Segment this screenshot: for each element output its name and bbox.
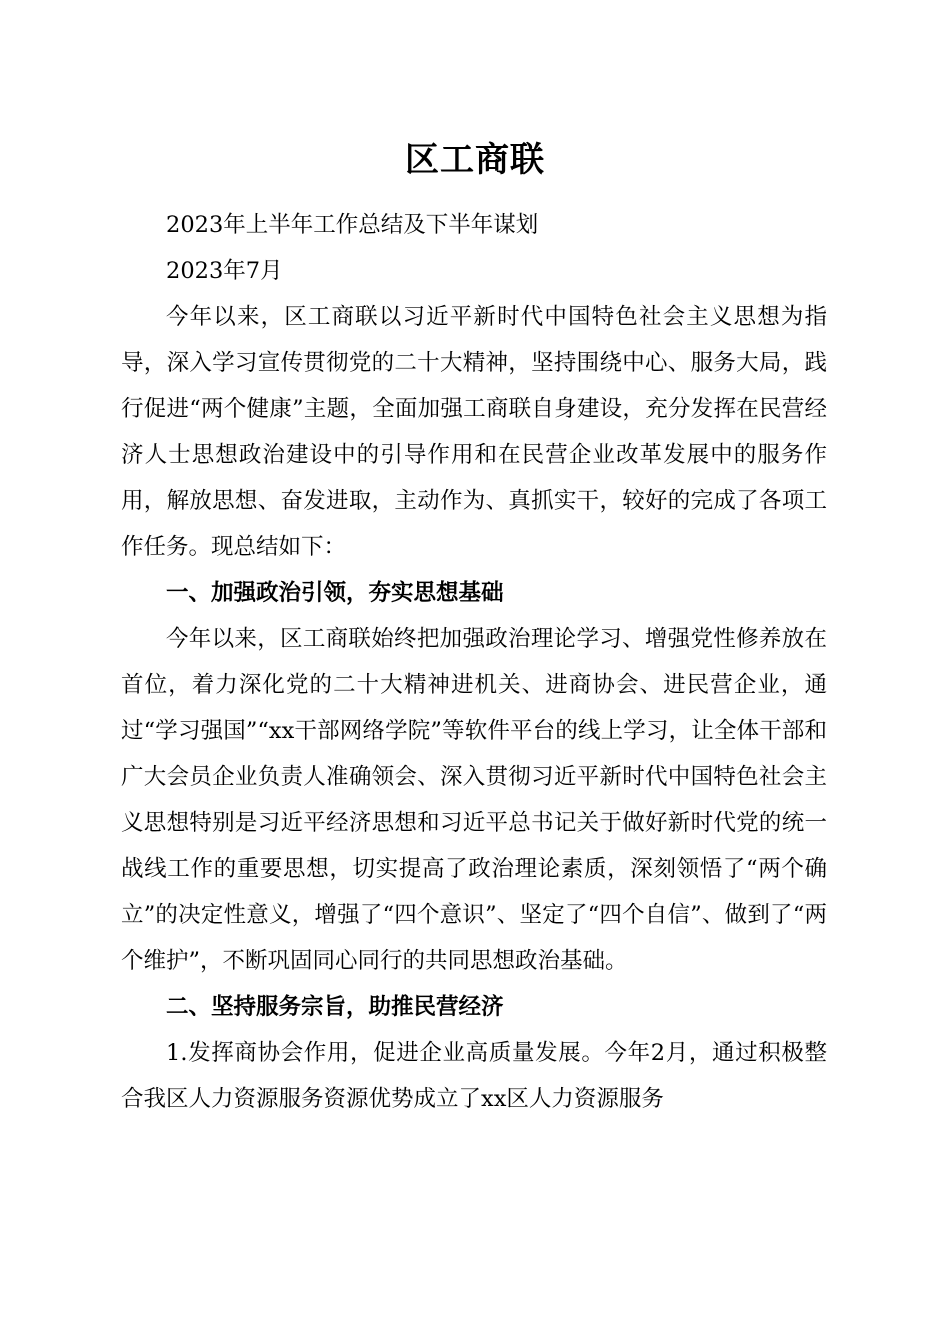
document-date: 2023年7月 (166, 258, 283, 284)
section-heading-2: 二、坚持服务宗旨，助推民营经济 (166, 994, 504, 1020)
document-body (121, 202, 827, 1122)
section-paragraph-2: 1.发挥商协会作用，促进企业高质量发展。今年2月，通过积极整合我区人力资源服务资源优势成立了xx区人力资源服务 (121, 1040, 827, 1112)
section-paragraph-1: 今年以来，区工商联始终把加强政治理论学习、增强党性修养放在首位，着力深化党的二十大精神进机关、进商协会、进民营企业，通过“学习强国”“xx干部网络学院”等软件平台的线上学习，让全体干部和广大会员企业负责人准确领会、深入贯彻习近平新时代中国特色社会主义思想特别是习近平经济思想和习近平总书记关于做好新时代党的统一战线工作的重要思想，切实提高了政治理论素质，深刻领悟了“两个确立”的决定性意义，增强了“四个意识”、坚定了“四个自信”、做到了“两个维护”，不断巩固同心同行的共同思想政治基础。 (121, 626, 827, 974)
document-title: 区工商联 (405, 140, 545, 180)
section-heading-1: 一、加强政治引领，夯实思想基础 (166, 580, 504, 606)
intro-paragraph: 今年以来，区工商联以习近平新时代中国特色社会主义思想为指导，深入学习宣传贯彻党的二十大精神，坚持围绕中心、服务大局，践行促进“两个健康”主题，全面加强工商联自身建设，充分发挥在民营经济人士思想政治建设中的引导作用和在民营企业改革发展中的服务作用，解放思想、奋发进取，主动作为、真抓实干，较好的完成了各项工作任务。现总结如下： (121, 304, 827, 560)
document-subtitle: 2023年上半年工作总结及下半年谋划 (166, 212, 539, 238)
